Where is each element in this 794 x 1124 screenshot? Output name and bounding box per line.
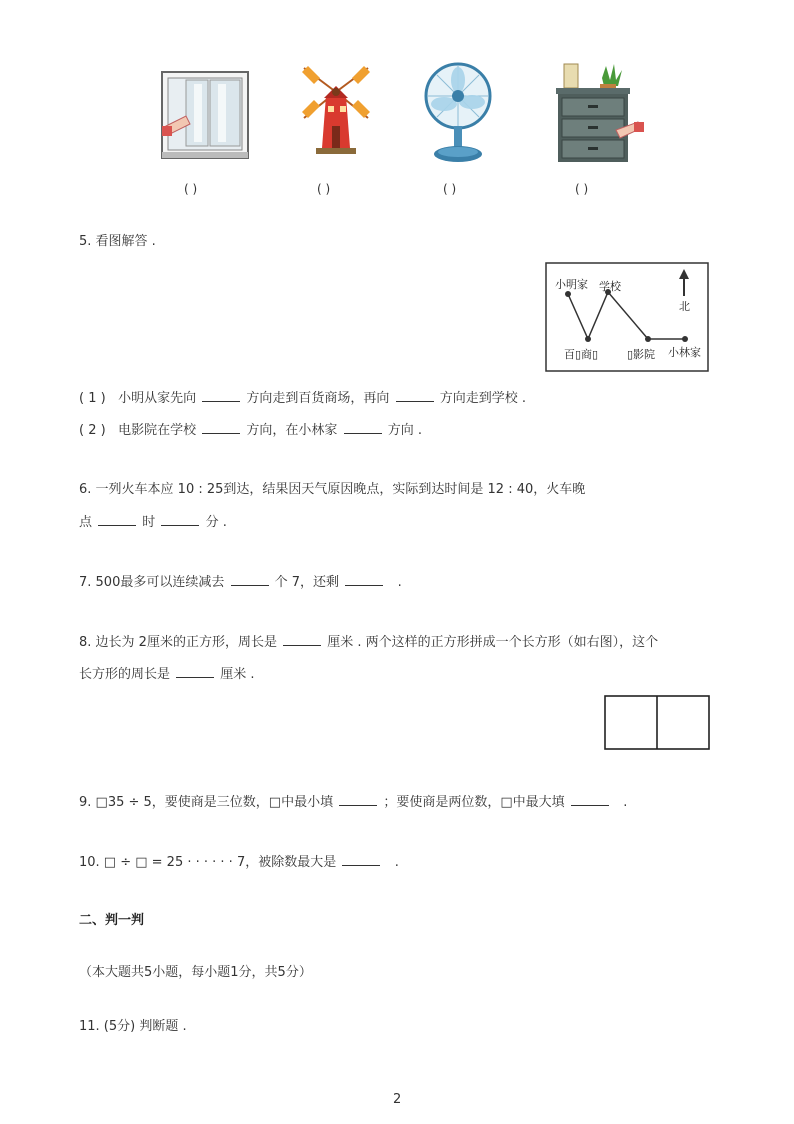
label-store: 百▯商▯ (564, 348, 599, 361)
answer-blank[interactable] (202, 421, 240, 434)
answer-paren-3: ( ) (443, 182, 457, 196)
q5-sub2-text-a: 电影院在学校 (118, 423, 197, 438)
windmill-picture (298, 64, 374, 160)
q5-sub2-text-c: 方向 . (387, 423, 422, 438)
answer-paren-4: ( ) (575, 182, 589, 196)
q6-line1: 6. 一列火车本应 10 : 25到达，结果因天气原因晚点，实际到达时间是 12 : 40，火车晚 (79, 482, 586, 497)
label-xiaoming-home: 小明家 (555, 278, 588, 291)
q11: 11. (5分) 判断题 . (79, 1019, 187, 1034)
answer-blank[interactable] (571, 793, 609, 806)
q9-text-c: . (623, 795, 628, 810)
q8-line2 (79, 665, 255, 684)
label-cinema: ▯影院 (627, 348, 656, 361)
q5-sub2-number: ( 2 ) (79, 423, 106, 438)
label-north: 北 (679, 300, 690, 313)
page-number: 2 (393, 1092, 402, 1107)
window-picture (160, 70, 252, 160)
label-school: 学校 (599, 280, 621, 293)
section-note: （本大题共5小题，每小题1分，共5分） (79, 965, 312, 980)
q9 (79, 793, 627, 812)
q5-sub2 (79, 421, 422, 440)
answer-blank[interactable] (98, 513, 136, 526)
answer-blank[interactable] (345, 573, 383, 586)
q6-text-b: 时 (142, 515, 156, 530)
q5-sub1-text-a: 小明从家先向 (118, 391, 197, 406)
answer-blank[interactable] (342, 853, 380, 866)
answer-blank[interactable] (161, 513, 199, 526)
cabinet-picture (554, 58, 644, 164)
answer-blank[interactable] (396, 389, 434, 402)
q5-route-map (545, 262, 709, 372)
q7-text-b: 个 7，还剩 (274, 575, 340, 590)
answer-blank[interactable] (339, 793, 377, 806)
q8-rectangle-figure (604, 695, 710, 751)
q10-text-b: . (394, 855, 399, 870)
q5-sub1 (79, 389, 526, 408)
q7-text-c: . (397, 575, 402, 590)
answer-blank[interactable] (231, 573, 269, 586)
q7-text-a: 7. 500最多可以连续减去 (79, 575, 225, 590)
q8-text-b: 厘米 . 两个这样的正方形拼成一个长方形（如右图），这个 (327, 635, 659, 650)
section-heading: 二、判一判 (79, 913, 145, 928)
q6-line2 (79, 513, 227, 532)
q8-text-a: 8. 边长为 2厘米的正方形，周长是 (79, 635, 277, 650)
q7 (79, 573, 402, 592)
fan-picture (424, 62, 492, 164)
answer-paren-1: ( ) (184, 182, 198, 196)
q8-line1 (79, 633, 658, 652)
q6-text-a: 点 (79, 515, 93, 530)
q5-sub2-text-b: 方向，在小林家 (246, 423, 338, 438)
q10 (79, 853, 399, 872)
q8-text-d: 厘米 . (220, 667, 255, 682)
label-xiaolin-home: 小林家 (668, 346, 701, 359)
q9-text-a: 9. □35 ÷ 5，要使商是三位数，□中最小填 (79, 795, 334, 810)
q5-title: 5. 看图解答 . (79, 234, 156, 249)
q5-sub1-number: ( 1 ) (79, 391, 106, 406)
q8-text-c: 长方形的周长是 (79, 667, 171, 682)
q10-text-a: 10. □ ÷ □ = 25 · · · · · · 7，被除数最大是 (79, 855, 337, 870)
q9-text-b: ；要使商是两位数，□中最大填 (383, 795, 565, 810)
answer-blank[interactable] (176, 665, 214, 678)
answer-paren-2: ( ) (317, 182, 331, 196)
q6-text-c: 分 . (205, 515, 227, 530)
answer-blank[interactable] (283, 633, 321, 646)
q5-sub1-text-b: 方向走到百货商场，再向 (246, 391, 390, 406)
q5-sub1-text-c: 方向走到学校 . (439, 391, 526, 406)
answer-blank[interactable] (202, 389, 240, 402)
answer-blank[interactable] (344, 421, 382, 434)
